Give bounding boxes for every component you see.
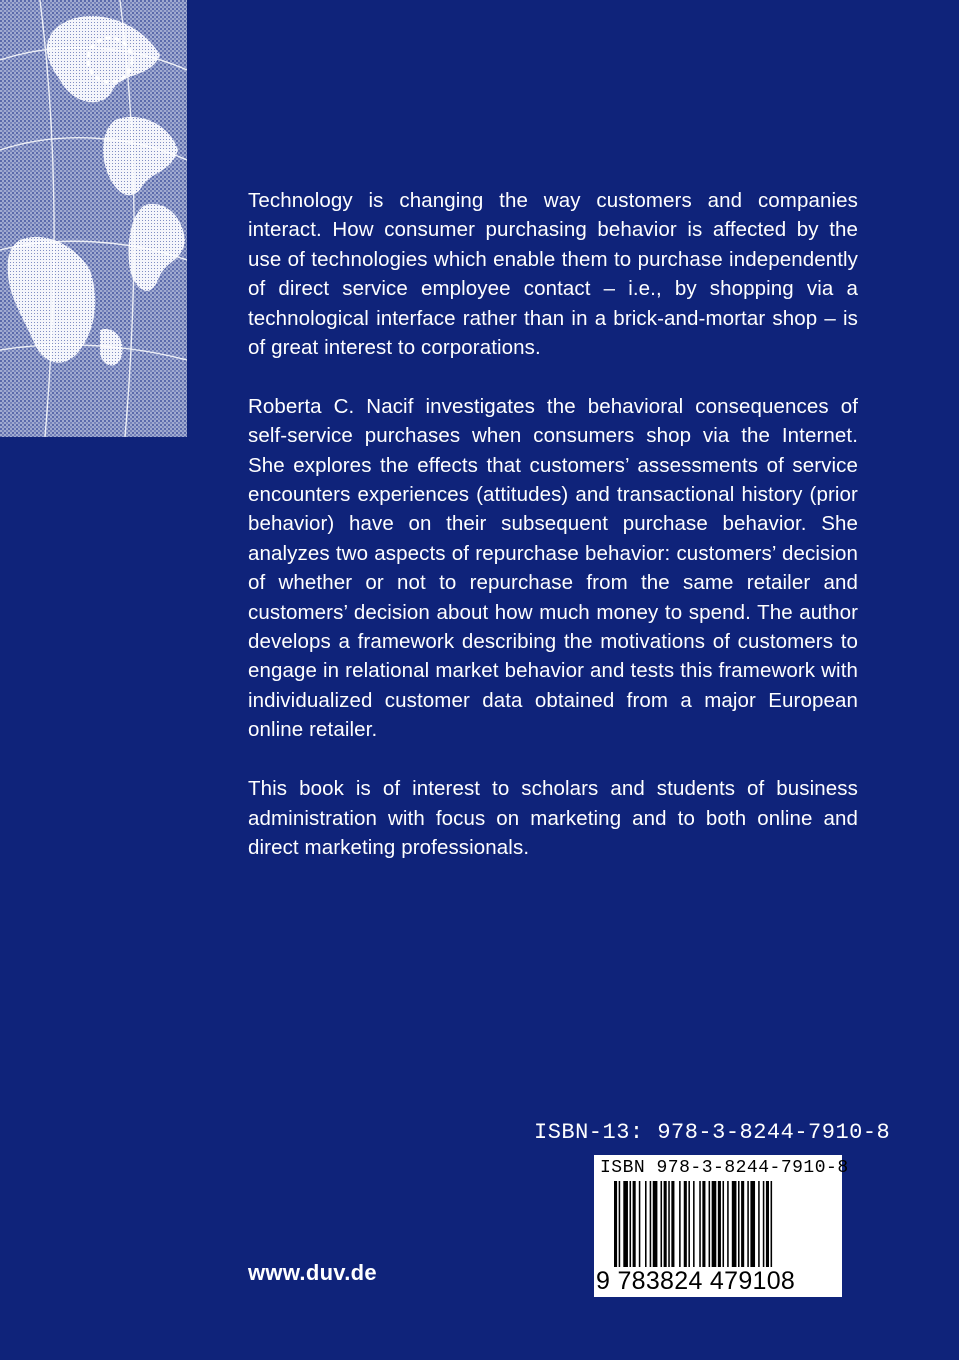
globe-illustration bbox=[0, 0, 187, 437]
back-cover-blurb bbox=[248, 186, 858, 892]
barcode-bars-icon bbox=[614, 1181, 822, 1271]
isbn-label: ISBN-13: 978-3-8244-7910-8 bbox=[534, 1120, 891, 1145]
blurb-paragraph: Technology is changing the way customers and companies interact. How consumer purchasing behavior is affected by the use of technologies which enable them to purchase independently of direct service employee contact – i.e., by shopping via a technological interface rather than in a brick-and-mortar shop – is of great interest to corporations. bbox=[248, 189, 858, 360]
globe-engraving-icon bbox=[0, 0, 187, 437]
barcode bbox=[594, 1155, 849, 1297]
blurb-paragraph: Roberta C. Nacif investigates the behavioral consequences of self-service purchases when consumers shop via the Internet. She explores the effects that customers’ assessments of service encounters experiences (attitudes) and transactional history (prior behavior) have on their subsequent purchase behavior. She analyzes two aspects of repurchase behavior: customers’ decision of whether or not to repurchase from the same retailer and customers’ decision about how much money to spend. The author develops a framework describing the motivations of customers to engage in relational market behavior and tests this framework with individualized customer data obtained from a major European online retailer. bbox=[248, 394, 858, 742]
barcode-digits: 9 783824 479108 bbox=[596, 1267, 840, 1296]
blurb-paragraph: This book is of interest to scholars and students of business administration with focus on marketing and to both online and direct marketing professionals. bbox=[248, 777, 858, 859]
barcode-isbn-text: ISBN 978-3-8244-7910-8 bbox=[600, 1158, 849, 1178]
publisher-url[interactable]: www.duv.de bbox=[248, 1260, 377, 1285]
